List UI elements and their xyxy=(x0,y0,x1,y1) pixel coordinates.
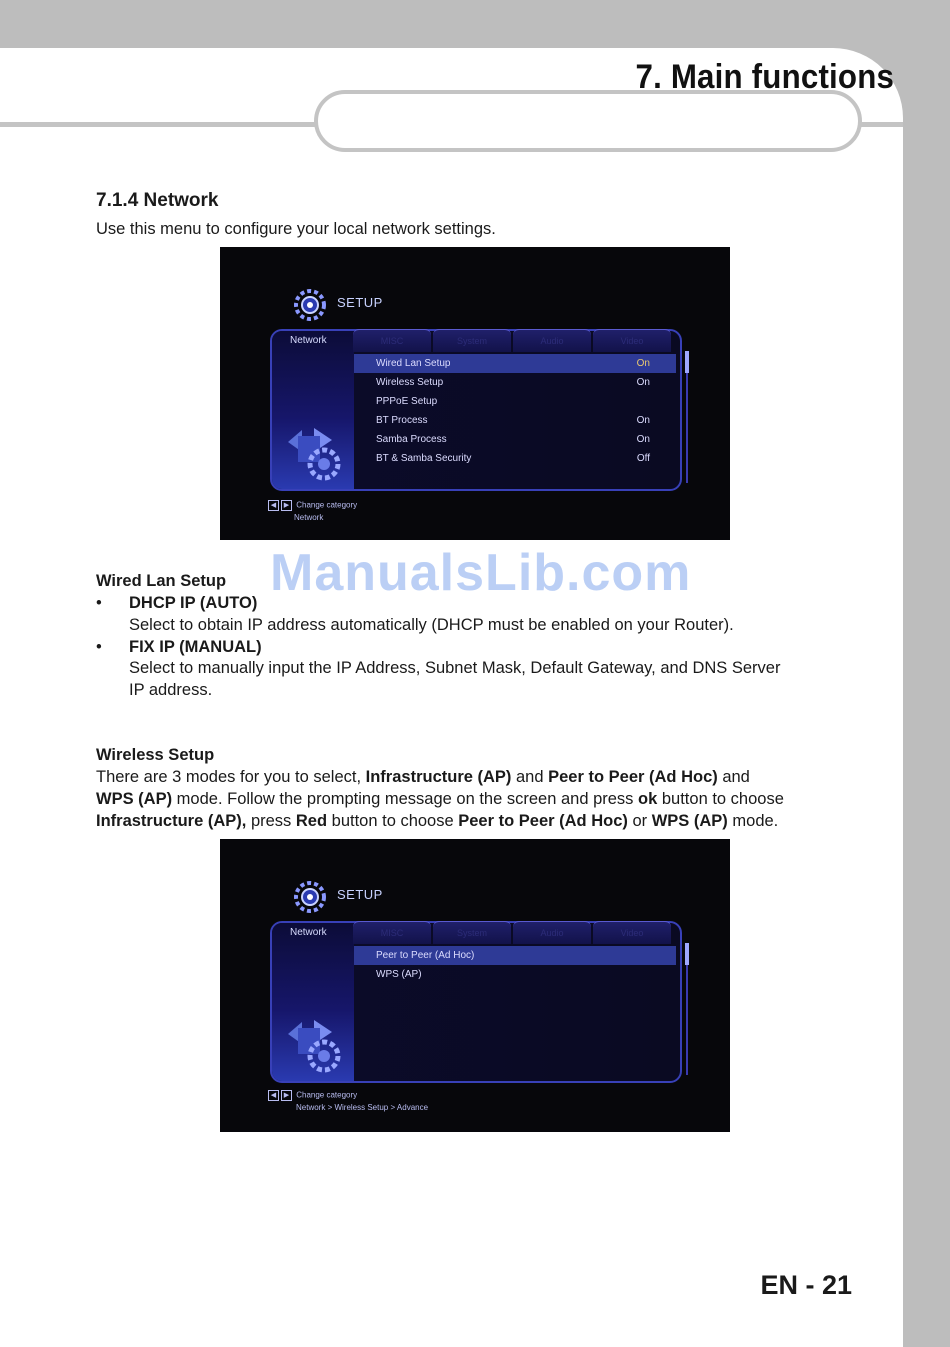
category-network[interactable]: Network xyxy=(290,927,327,938)
menu-item-label: BT & Samba Security xyxy=(376,453,472,464)
bullet-dot: • xyxy=(96,594,102,612)
text-run: Peer to Peer (Ad Hoc) xyxy=(458,812,628,830)
text-run: press xyxy=(246,812,296,830)
menu-item-value: On xyxy=(636,434,650,445)
menu-item-label: Wired Lan Setup xyxy=(376,358,451,369)
scroll-thumb[interactable] xyxy=(685,351,689,373)
watermark: ManualsLib.com xyxy=(270,544,692,602)
text-run: Infrastructure (AP) xyxy=(365,768,512,786)
text-run: WPS (AP) xyxy=(96,790,173,808)
menu-item-wired-lan[interactable] xyxy=(354,354,676,373)
tab-misc[interactable]: MISC xyxy=(353,921,431,944)
breadcrumb: Network > Wireless Setup > Advance xyxy=(296,1103,429,1112)
network-menu xyxy=(354,354,676,468)
tab-system[interactable]: System xyxy=(433,921,511,944)
menu-item-samba-process[interactable] xyxy=(354,430,676,449)
text-run: There are 3 modes for you to select, xyxy=(96,768,366,786)
text-run: and xyxy=(511,768,549,786)
section-intro: Use this menu to configure your local network settings. xyxy=(96,220,496,238)
fix-text-line1: Select to manually input the IP Address, Subnet Mask, Default Gateway, and DNS Server xyxy=(129,659,781,677)
wired-heading: Wired Lan Setup xyxy=(96,572,227,590)
menu-item-value: On xyxy=(636,377,650,388)
wireless-heading: Wireless Setup xyxy=(96,746,215,764)
tab-misc[interactable]: MISC xyxy=(353,329,431,352)
text-run: button to choose xyxy=(327,812,459,830)
wireless-line1 xyxy=(96,766,750,788)
tab-video[interactable]: Video xyxy=(593,921,671,944)
text-run: WPS (AP) xyxy=(651,812,728,830)
category-tabs xyxy=(353,921,669,943)
menu-item-label: BT Process xyxy=(376,415,428,426)
fix-title: FIX IP (MANUAL) xyxy=(129,638,262,656)
menu-item-wps[interactable] xyxy=(354,965,676,984)
setup-label: SETUP xyxy=(337,295,383,310)
text-run: mode. xyxy=(727,812,779,830)
menu-item-value: On xyxy=(636,358,650,369)
category-network[interactable]: Network xyxy=(290,335,327,346)
category-tabs xyxy=(353,329,669,351)
hint-text: Change category xyxy=(296,500,358,510)
text-run: Infrastructure (AP), xyxy=(96,812,247,830)
gear-icon xyxy=(292,287,328,323)
menu-item-label: WPS (AP) xyxy=(376,969,422,980)
wireless-menu xyxy=(354,946,676,984)
menu-item-label: Wireless Setup xyxy=(376,377,444,388)
text-run: Red xyxy=(295,812,328,830)
scroll-thumb[interactable] xyxy=(685,943,689,965)
tab-system[interactable]: System xyxy=(433,329,511,352)
text-run: button to choose xyxy=(657,790,784,808)
menu-item-pppoe[interactable] xyxy=(354,392,676,411)
fix-text-line2: IP address. xyxy=(129,681,213,699)
menu-item-label: Peer to Peer (Ad Hoc) xyxy=(376,950,475,961)
network-gear-icon xyxy=(284,422,344,482)
hint-row xyxy=(268,1090,357,1101)
network-gear-icon xyxy=(284,1014,344,1074)
right-arrow-icon: ▶ xyxy=(281,1090,292,1101)
hint-row xyxy=(268,500,357,511)
tab-video[interactable]: Video xyxy=(593,329,671,352)
breadcrumb: Network xyxy=(294,513,324,522)
left-arrow-icon: ◀ xyxy=(268,1090,279,1101)
right-arrow-icon: ▶ xyxy=(281,500,292,511)
tab-audio[interactable]: Audio xyxy=(513,921,591,944)
text-run: or xyxy=(627,812,652,830)
text-run: mode. Follow the prompting message on the screen and press xyxy=(172,790,639,808)
chapter-title: 7. Main functions xyxy=(635,58,894,96)
dhcp-text: Select to obtain IP address automatically (DHCP must be enabled on your Router). xyxy=(129,616,734,634)
setup-label: SETUP xyxy=(337,887,383,902)
text-run: and xyxy=(717,768,750,786)
menu-item-value: On xyxy=(636,415,650,426)
menu-item-bt-process[interactable] xyxy=(354,411,676,430)
dhcp-title: DHCP IP (AUTO) xyxy=(129,594,258,612)
bullet-dot: • xyxy=(96,638,102,656)
page-number: EN - 21 xyxy=(760,1270,852,1300)
menu-item-peer-to-peer[interactable] xyxy=(354,946,676,965)
text-run: ok xyxy=(638,790,658,808)
menu-item-label: PPPoE Setup xyxy=(376,396,438,407)
menu-item-label: Samba Process xyxy=(376,434,447,445)
wireless-line3 xyxy=(96,810,778,832)
setup-screenshot-wireless xyxy=(220,839,730,1132)
text-run: Peer to Peer (Ad Hoc) xyxy=(548,768,718,786)
gear-icon xyxy=(292,879,328,915)
wireless-line2 xyxy=(96,788,784,810)
section-title: 7.1.4 Network xyxy=(96,190,219,211)
tab-audio[interactable]: Audio xyxy=(513,329,591,352)
menu-item-value: Off xyxy=(636,453,650,464)
menu-item-bt-samba-security[interactable] xyxy=(354,449,676,468)
setup-screenshot-network xyxy=(220,247,730,540)
left-arrow-icon: ◀ xyxy=(268,500,279,511)
menu-item-wireless[interactable] xyxy=(354,373,676,392)
hint-text: Change category xyxy=(296,1090,358,1100)
chapter-tab xyxy=(314,90,862,152)
